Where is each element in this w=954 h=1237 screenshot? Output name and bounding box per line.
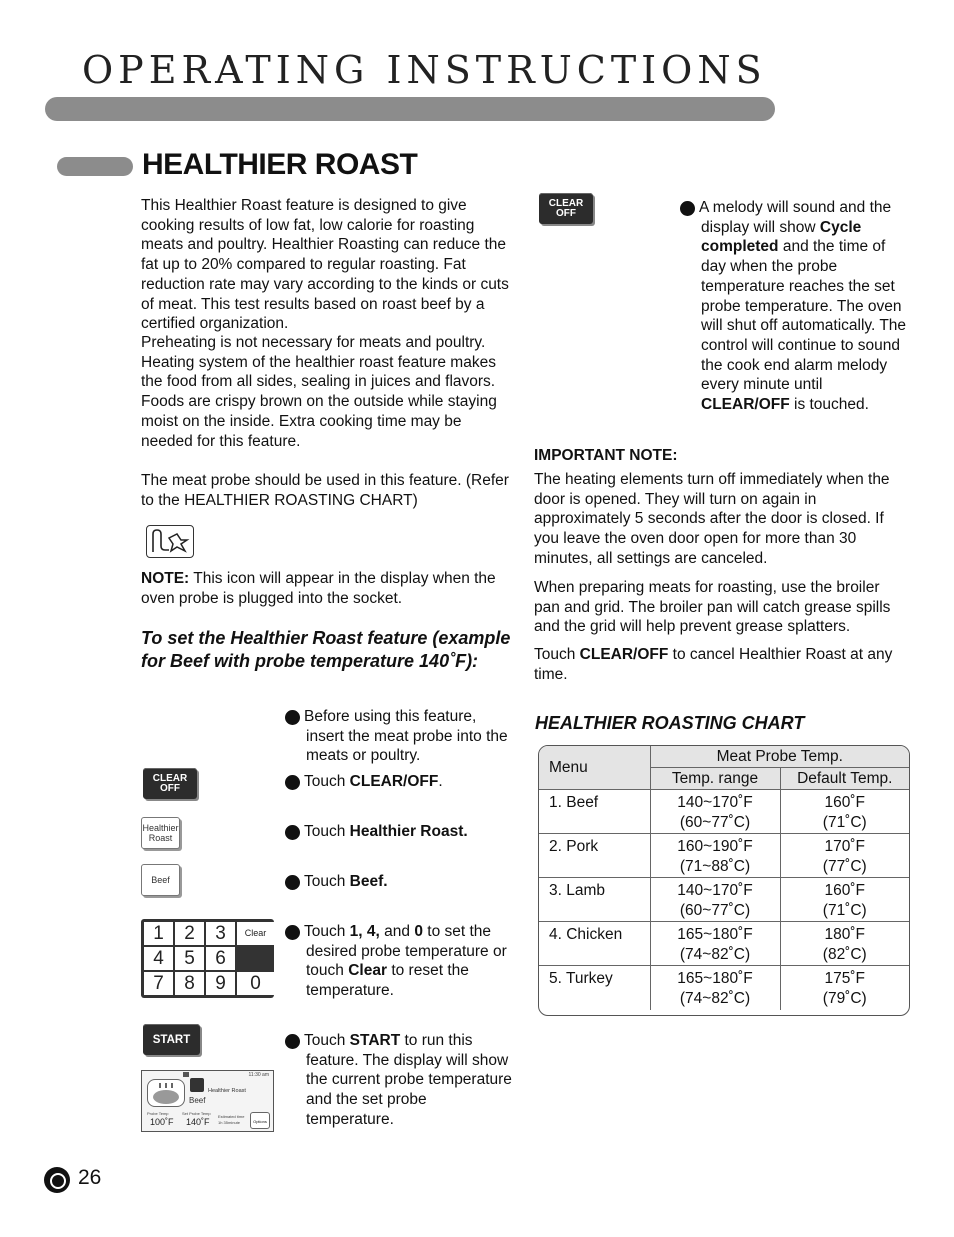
important-p3-text-end: to cancel Healthier Roast at any time.: [534, 646, 893, 683]
row-range: [650, 966, 780, 1010]
default-c: (71˚C): [822, 902, 867, 919]
estimated-time-label: Estimated time: [218, 1114, 245, 1119]
key-6[interactable]: 6: [206, 947, 235, 970]
step-text-end: and the time of day when the probe temperature reaches the set probe temperature. The oven will shut off automatically. The control will continue to sound the cook end alarm melody every minute until: [701, 238, 907, 394]
key-3[interactable]: 3: [206, 922, 235, 945]
default-f: 175˚F: [824, 970, 865, 987]
probe-indicator-icon: [183, 1072, 189, 1077]
default-f: 160˚F: [824, 882, 865, 899]
table-row: [539, 922, 909, 966]
step-1: [279, 707, 515, 766]
key-4[interactable]: 4: [144, 947, 173, 970]
display-mode: Healthier Roast: [208, 1088, 246, 1094]
important-note-label: IMPORTANT NOTE:: [534, 447, 678, 464]
row-default: [780, 878, 909, 922]
step-number: 3: [285, 825, 300, 840]
key-5[interactable]: 5: [175, 947, 204, 970]
step-5: [279, 922, 515, 1001]
range-c: (60~77˚C): [679, 814, 751, 831]
table-row: [539, 966, 909, 1010]
table-row: [539, 790, 909, 834]
step-text: Before using this feature, insert the meat probe into the meats or poultry.: [304, 708, 508, 765]
row-range: [650, 790, 780, 834]
important-p3-bold: CLEAR/OFF: [579, 646, 669, 663]
step-text-end-2: to reset the temperature.: [306, 962, 469, 1000]
default-f: 170˚F: [824, 838, 865, 855]
row-name: 4. Chicken: [539, 922, 650, 966]
step-text: Touch: [304, 773, 350, 790]
key-1[interactable]: 1: [144, 922, 173, 945]
default-c: (82˚C): [822, 946, 867, 963]
step-number: 6: [285, 1034, 300, 1049]
step-bold-2: 0: [414, 923, 423, 940]
start-button[interactable]: START: [143, 1024, 200, 1055]
intro-paragraph-1: This Healthier Roast feature is designed to give cooking results of low fat, low calorie for roasting meats and poultry. Healthier Roasting can reduce the fat up to 20% compared to regular roasting. Fat reduction rate may vary according to the kinds or cuts of meat. This test results based on roast beef by a certified organization.: [141, 197, 509, 333]
range-f: 165~180˚F: [677, 970, 753, 987]
step-text-end: to run this feature. The display will show the current probe temperature and the set probe temperature.: [306, 1032, 512, 1128]
step-4: [279, 872, 515, 892]
key-2[interactable]: 2: [175, 922, 204, 945]
default-c: (79˚C): [822, 990, 867, 1007]
col-header-default: Default Temp.: [780, 768, 909, 790]
table-row: [539, 878, 909, 922]
lg-logo-icon: [44, 1167, 70, 1193]
default-f: 180˚F: [824, 926, 865, 943]
note-paragraph: [141, 569, 513, 608]
step-number: 5: [285, 925, 300, 940]
options-button[interactable]: Options: [250, 1112, 270, 1129]
healthier-roast-mode-icon: [190, 1078, 204, 1092]
clear-off-label-line1: CLEAR: [548, 197, 584, 209]
intro-paragraph-3: The meat probe should be used in this feature. (Refer to the HEALTHIER ROASTING CHART): [141, 472, 509, 509]
key-clear[interactable]: Clear: [237, 922, 274, 945]
col-header-menu: Menu: [539, 746, 650, 790]
number-keypad: [141, 919, 274, 998]
chart-title: HEALTHIER ROASTING CHART: [535, 713, 805, 733]
important-paragraph-2: When preparing meats for roasting, use the broiler pan and grid. The broiler pan will catch grease spills and the grid will help prevent grease splatters.: [534, 579, 891, 636]
step-bold: Beef.: [349, 873, 388, 890]
row-default: [780, 790, 909, 834]
probe-icon: [146, 525, 194, 558]
set-probe-temp-value: 140˚F: [186, 1117, 210, 1127]
step-bold-2: CLEAR/OFF: [701, 396, 790, 414]
step-text-end: .: [438, 773, 443, 790]
step-number: 4: [285, 875, 300, 890]
range-c: (74~82˚C): [679, 946, 751, 963]
clear-off-label-line2: OFF: [556, 207, 576, 219]
default-c: (71˚C): [822, 814, 867, 831]
clear-off-button[interactable]: [143, 768, 197, 799]
step-text-mid: and: [379, 923, 415, 940]
default-c: (77˚C): [822, 858, 867, 875]
set-probe-temp-label: Set Probe Temp: [182, 1111, 211, 1116]
probe-temp-value: 100˚F: [150, 1117, 174, 1127]
step-text: Touch: [304, 923, 350, 940]
important-p3-text: Touch: [534, 646, 580, 663]
key-9[interactable]: 9: [206, 972, 235, 995]
beef-button[interactable]: Beef: [141, 864, 180, 896]
key-0[interactable]: 0: [237, 972, 274, 995]
step-number: 1: [285, 710, 300, 725]
step-bold: 1, 4,: [349, 923, 380, 940]
step-number: 2: [285, 775, 300, 790]
roasting-chart: [538, 745, 910, 1016]
row-name: 5. Turkey: [539, 966, 650, 1010]
step-number: 7: [680, 201, 695, 216]
important-paragraph-3: [534, 645, 909, 684]
healthier-roast-label-line2: Roast: [148, 833, 173, 843]
key-8[interactable]: 8: [175, 972, 204, 995]
range-f: 140~170˚F: [677, 882, 753, 899]
probe-temp-label: Probe Temp: [147, 1111, 169, 1116]
key-7[interactable]: 7: [144, 972, 173, 995]
clear-off-label-line1: CLEAR: [152, 772, 188, 784]
roast-food-icon: [147, 1079, 185, 1107]
step-bold-3: Clear: [348, 962, 388, 980]
range-f: 140~170˚F: [677, 794, 753, 811]
page-header-title: OPERATING INSTRUCTIONS: [82, 48, 767, 92]
range-c: (74~82˚C): [679, 990, 751, 1007]
col-header-range: Temp. range: [650, 768, 780, 790]
intro-paragraph-2: Preheating is not necessary for meats and poultry. Heating system of the healthier roast feature makes the food from all sides, sealing in juices and flavors. Foods are crispy brown on the outside while staying moist on the inside. Extra cooking time may be needed for this feature.: [141, 334, 497, 450]
row-name: 1. Beef: [539, 790, 650, 834]
section-marker: [57, 157, 133, 176]
step-bold: CLEAR/OFF: [349, 773, 439, 790]
step-text: Touch: [304, 873, 350, 890]
range-f: 160~190˚F: [677, 838, 753, 855]
row-default: [780, 834, 909, 878]
step-bold: Healthier Roast.: [349, 823, 468, 840]
step-6: [279, 1031, 517, 1130]
healthier-roast-button[interactable]: [141, 817, 180, 849]
estimated-time-value: 1h 35minute: [218, 1120, 241, 1125]
row-default: [780, 922, 909, 966]
default-f: 160˚F: [824, 794, 865, 811]
display-time: 11:30 am: [248, 1072, 269, 1078]
header-bar: [45, 97, 775, 121]
step-2: [279, 772, 515, 792]
row-range: [650, 834, 780, 878]
table-row: [539, 834, 909, 878]
step-text: Touch: [304, 1032, 350, 1049]
step-bold: START: [349, 1032, 401, 1049]
procedure-heading: To set the Healthier Roast feature (example for Beef with probe temperature 140˚F):: [141, 628, 511, 671]
step-text-end-2: is touched.: [789, 396, 869, 414]
note-label: NOTE:: [141, 570, 190, 587]
step-text: A melody will sound and the display will show: [699, 199, 892, 236]
display-food: Beef: [189, 1096, 206, 1105]
oven-display: [141, 1070, 274, 1132]
step-text-end: to set the desired probe temperature or touch: [306, 923, 507, 980]
step-text: Touch: [304, 823, 350, 840]
clear-off-label-line2: OFF: [160, 782, 180, 794]
range-f: 165~180˚F: [677, 926, 753, 943]
row-name: 3. Lamb: [539, 878, 650, 922]
key-blank: [237, 947, 274, 970]
range-c: (60~77˚C): [679, 902, 751, 919]
healthier-roast-label-line1: Healthier: [142, 823, 179, 833]
clear-off-button-step7[interactable]: [539, 193, 593, 224]
step-bold: Cycle completed: [701, 218, 862, 256]
step-3: [279, 822, 515, 842]
range-c: (71~88˚C): [679, 858, 751, 875]
important-paragraph-1: The heating elements turn off immediately when the door is opened. They will turn on again in approximately 5 seconds after the door is closed. If you leave the oven door open for more than 30 minutes, all settings are canceled.: [534, 471, 890, 567]
row-name: 2. Pork: [539, 834, 650, 878]
step-7: [674, 198, 912, 415]
row-range: [650, 922, 780, 966]
col-header-probe-temp: Meat Probe Temp.: [650, 746, 909, 768]
page-number: 26: [78, 1166, 102, 1189]
row-default: [780, 966, 909, 1010]
roasting-chart-table: [539, 746, 909, 1010]
row-range: [650, 878, 780, 922]
note-text: This icon will appear in the display when the oven probe is plugged into the socket.: [141, 570, 496, 607]
section-title: HEALTHIER ROAST: [142, 148, 418, 181]
